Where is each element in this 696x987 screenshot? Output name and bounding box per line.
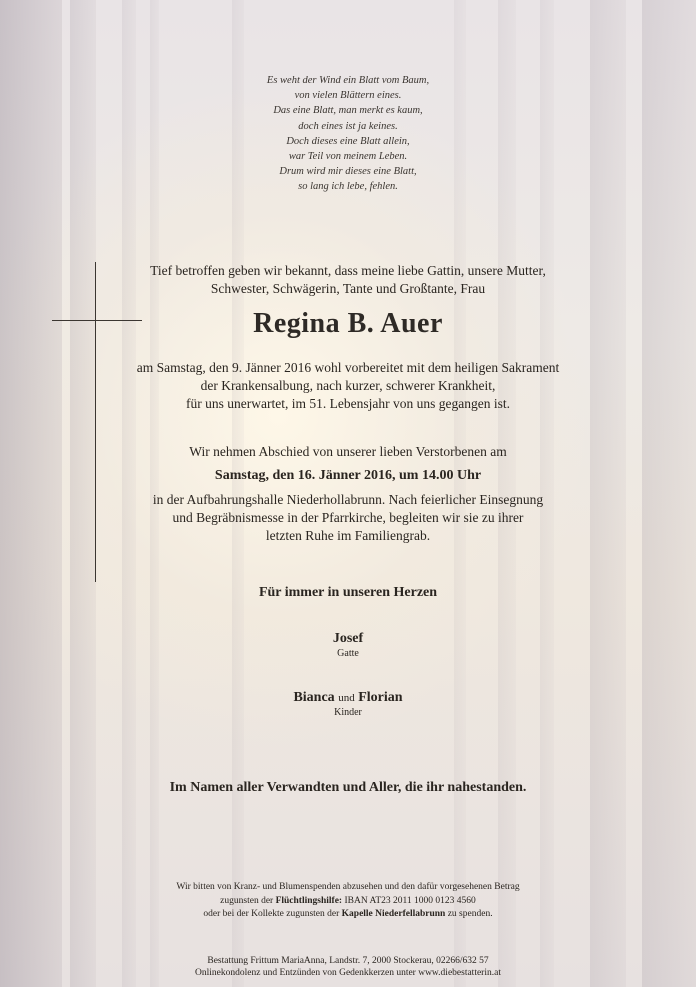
- and-word: und: [338, 692, 355, 704]
- farewell-text: Wir nehmen Abschied von unserer lieben Verstorbenen am: [189, 444, 507, 459]
- mourner-name: Josef: [332, 631, 364, 646]
- footer-line: Onlinekondolenz und Entzünden von Gedenkkerzen unter www.diebestatterin.at: [195, 968, 501, 978]
- intro-line: Tief betroffen geben wir bekannt, dass meine liebe Gattin, unsere Mutter,: [150, 263, 546, 278]
- announcement-intro: [0, 262, 696, 298]
- place-line: und Begräbnismesse in der Pfarrkirche, begleiten wir sie zu ihrer: [172, 510, 524, 525]
- mourner-husband: [0, 631, 696, 661]
- iban-text: IBAN AT23 2011 1000 0123 4560: [342, 895, 476, 906]
- poem-line: doch eines ist ja keines.: [298, 120, 398, 132]
- deceased-name: Regina B. Auer: [253, 308, 443, 339]
- place-line: in der Aufbahrungshalle Niederhollabrunn. Nach feierlicher Einsegnung: [152, 492, 544, 507]
- poem-line: Drum wird mir dieses eine Blatt,: [279, 166, 417, 178]
- donation-text: oder bei der Kollekte zugunsten der: [203, 909, 342, 919]
- footer-line: Bestattung Frittum MariaAnna, Landstr. 7, 2000 Stockerau, 02266/632 57: [207, 956, 489, 966]
- donation-notice: [0, 881, 696, 922]
- donation-line: [0, 895, 696, 909]
- place-line: letzten Ruhe im Familiengrab.: [265, 528, 431, 543]
- mourner-children: [0, 690, 696, 720]
- funeral-place: [0, 491, 696, 545]
- death-details: [0, 359, 696, 413]
- poem: [0, 73, 696, 195]
- mourner-name: Bianca: [293, 690, 335, 705]
- details-line: am Samstag, den 9. Jänner 2016 wohl vorbereitet mit dem heiligen Sakrament: [136, 360, 560, 375]
- donation-text: zu spenden.: [445, 909, 493, 919]
- donation-line: Wir bitten von Kranz- und Blumenspenden abzusehen und den dafür vorgesehenen Betrag: [176, 882, 520, 892]
- funeral-date: Samstag, den 16. Jänner 2016, um 14.00 Uhr: [214, 468, 482, 483]
- poem-line: so lang ich lebe, fehlen.: [298, 181, 398, 193]
- mourner-role: Kinder: [334, 707, 362, 718]
- poem-line: von vielen Blättern eines.: [294, 90, 402, 102]
- donation-text: zugunsten der: [220, 895, 276, 906]
- poem-line: Es weht der Wind ein Blatt vom Baum,: [266, 75, 430, 86]
- mourner-names: [0, 690, 696, 706]
- intro-line: Schwester, Schwägerin, Tante und Großtante, Frau: [210, 281, 486, 296]
- charity-name: Flüchtlingshilfe:: [275, 895, 343, 906]
- mourner-name: Florian: [358, 690, 403, 705]
- donation-line: [0, 908, 696, 922]
- details-line: der Krankensalbung, nach kurzer, schwerer Krankheit,: [200, 378, 496, 393]
- details-line: für uns unerwartet, im 51. Lebensjahr von uns gegangen ist.: [186, 396, 510, 411]
- poem-line: Doch dieses eine Blatt allein,: [286, 135, 410, 147]
- poem-line: Das eine Blatt, man merkt es kaum,: [273, 105, 423, 117]
- undertaker-footer: [0, 955, 696, 979]
- forever-in-hearts: Für immer in unseren Herzen: [258, 585, 438, 600]
- chapel-name: Kapelle Niederfellabrunn: [341, 909, 446, 919]
- poem-line: war Teil von meinem Leben.: [288, 151, 408, 163]
- relatives-line: Im Namen aller Verwandten und Aller, die ihr nahestanden.: [169, 780, 527, 795]
- mourner-role: Gatte: [337, 648, 359, 659]
